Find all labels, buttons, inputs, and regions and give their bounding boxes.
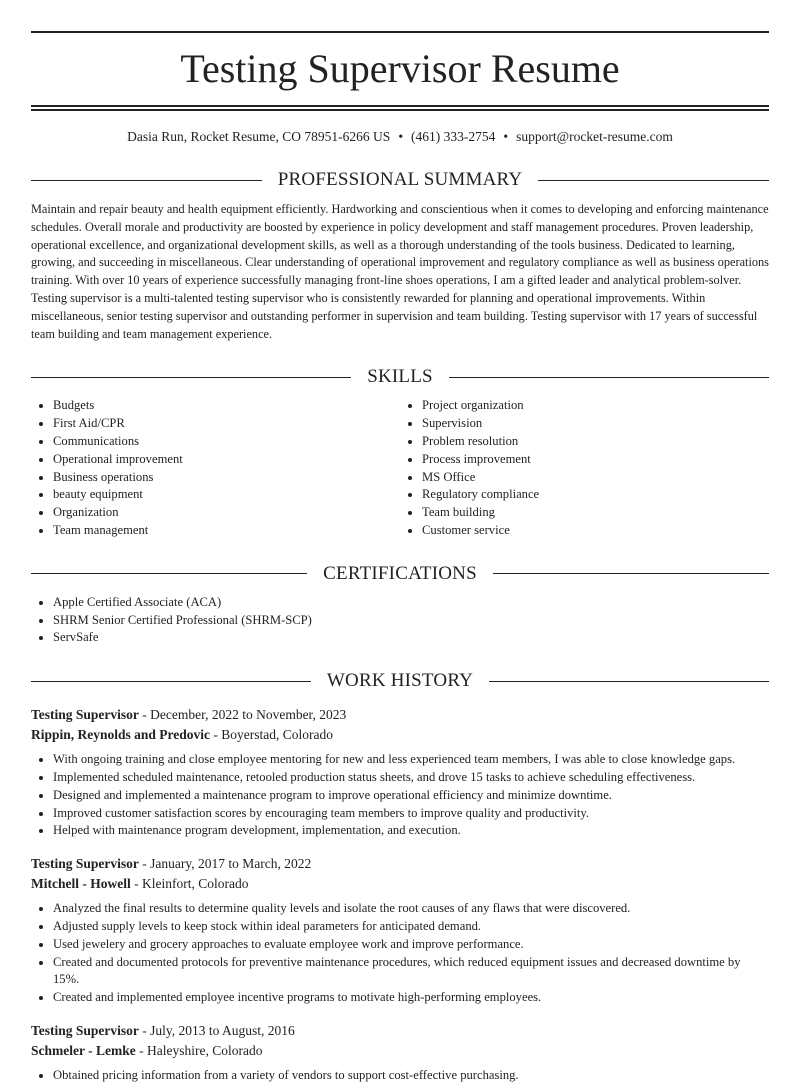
- contact-address: Dasia Run, Rocket Resume, CO 78951-6266 US: [127, 129, 391, 144]
- list-item: • MS Office: [422, 469, 769, 487]
- list-item: • Communications: [53, 433, 400, 451]
- summary-text: Maintain and repair beauty and health equipment efficiently. Hardworking and conscientious when it comes to developing and enforcing maintenance schedules. Overall morale and productivity are boosted by experience in policy development and staff management procedures. Proven leadership, operational excellence, and organizational development skills, as well as a thorough understanding of the tools business. Dedicated to learning, growing, and succeeding in miscellaneous. Clear understanding of operational improvement and regulatory compliance as well as business operations training. With over 10 years of experience successfully managing front-line shoes operations, I am a gifted leader and analytical problem-solver. Testing supervisor is a multi-talented testing supervisor who is consistently rewarded for planning and operational improvements. Within miscellaneous, senior testing supervisor and outstanding performer in supervision and team building. Testing supervisor with 17 years of successful team building and team management experience.: [31, 202, 769, 341]
- heading-rule: [493, 573, 769, 574]
- job-company: Schmeler - Lemke: [31, 1042, 136, 1058]
- certifications-heading-label: CERTIFICATIONS: [323, 562, 477, 584]
- list-item: • Operational improvement: [53, 451, 400, 469]
- job-location: - Kleinfort, Colorado: [130, 876, 249, 892]
- list-item: • Project organization: [422, 397, 769, 415]
- contact-line: [31, 128, 769, 146]
- heading-rule: [449, 377, 769, 378]
- list-item: • beauty equipment: [53, 486, 400, 504]
- job-role: Testing Supervisor: [31, 1022, 139, 1038]
- job-company: Mitchell - Howell: [31, 876, 131, 892]
- list-item: • SHRM Senior Certified Professional (SHRM-SCP): [53, 612, 769, 630]
- certifications-heading: [31, 562, 769, 586]
- job-company-line: [31, 725, 769, 745]
- job-company: Rippin, Reynolds and Predovic: [31, 727, 211, 743]
- job-bullet: • Improved customer satisfaction scores by encouraging team members to improve quality and productivity.: [53, 805, 769, 823]
- work-heading: [31, 669, 769, 693]
- top-rule: [31, 31, 769, 33]
- job-company-line: [31, 874, 769, 894]
- list-item: • Customer service: [422, 522, 769, 540]
- job-bullet: • Analyzed the final results to determine quality levels and isolate the root causes of any flaws that were discovered.: [53, 900, 769, 918]
- job-bullet: • With ongoing training and close employee mentoring for new and less experienced team members, I was able to close knowledge gaps.: [53, 751, 769, 769]
- job-bullet: • Obtained pricing information from a variety of vendors to support cost-effective purchasing.: [53, 1067, 769, 1085]
- heading-rule: [31, 180, 262, 181]
- list-item: • Apple Certified Associate (ACA): [53, 594, 769, 612]
- skills-list-left: [31, 397, 400, 539]
- contact-email: support@rocket-resume.com: [516, 129, 673, 144]
- job-bullets: [31, 1067, 769, 1085]
- summary-heading: [31, 168, 769, 192]
- list-item: • Budgets: [53, 397, 400, 415]
- heading-rule: [538, 180, 769, 181]
- skills-heading: [31, 365, 769, 389]
- job-bullet: • Created and implemented employee incentive programs to motivate high-performing employees.: [53, 989, 769, 1007]
- job-role: Testing Supervisor: [31, 856, 139, 872]
- contact-separator: •: [503, 129, 509, 144]
- heading-rule: [31, 377, 351, 378]
- work-heading-label: WORK HISTORY: [326, 670, 474, 692]
- list-item: • Problem resolution: [422, 433, 769, 451]
- contact-separator: •: [398, 129, 404, 144]
- list-item: • Team management: [53, 522, 400, 540]
- list-item: • Team building: [422, 504, 769, 522]
- summary-heading-label: PROFESSIONAL SUMMARY: [277, 169, 523, 190]
- job-dates: - December, 2022 to November, 2023: [138, 707, 347, 723]
- job-bullet: • Helped with maintenance program development, implementation, and execution.: [53, 822, 769, 840]
- heading-rule: [31, 573, 307, 574]
- list-item: • Process improvement: [422, 451, 769, 469]
- job-title-line: [31, 854, 769, 874]
- page-title: Testing Supervisor Resume: [180, 46, 620, 91]
- heading-rule: [31, 681, 311, 682]
- heading-rule: [489, 681, 769, 682]
- job-title-line: [31, 1021, 769, 1041]
- list-item: • Organization: [53, 504, 400, 522]
- job-entry: [31, 705, 769, 840]
- job-dates: - July, 2013 to August, 2016: [138, 1022, 295, 1038]
- contact-phone: (461) 333-2754: [411, 129, 496, 144]
- job-dates: - January, 2017 to March, 2022: [138, 856, 312, 872]
- job-bullet: • Designed and implemented a maintenance program to improve operational efficiency and minimize downtime.: [53, 787, 769, 805]
- job-bullets: [31, 751, 769, 840]
- certifications-list: [31, 594, 769, 647]
- job-entry: [31, 1021, 769, 1085]
- list-item: • ServSafe: [53, 629, 769, 647]
- job-bullet: • Implemented scheduled maintenance, retooled production status sheets, and drove 15 tasks to achieve scheduling effectiveness.: [53, 769, 769, 787]
- job-bullet: • Adjusted supply levels to keep stock within ideal parameters for anticipated demand.: [53, 918, 769, 936]
- job-company-line: [31, 1041, 769, 1061]
- title-double-rule: [31, 105, 769, 111]
- skills-list-right: [400, 397, 769, 539]
- skills-heading-label: SKILLS: [367, 366, 433, 388]
- job-title-line: [31, 705, 769, 725]
- work-history: [31, 705, 769, 1085]
- resume-page: [31, 0, 769, 1085]
- job-bullet: • Used jewelery and grocery approaches to evaluate employee work and improve performance.: [53, 936, 769, 954]
- job-location: - Haleyshire, Colorado: [135, 1042, 263, 1058]
- list-item: • Business operations: [53, 469, 400, 487]
- list-item: • Supervision: [422, 415, 769, 433]
- list-item: • Regulatory compliance: [422, 486, 769, 504]
- job-bullet: • Created and documented protocols for preventive maintenance procedures, which reduced equipment issues and decreased downtime by 15%.: [53, 954, 769, 990]
- skills-columns: [31, 389, 769, 539]
- job-entry: [31, 854, 769, 1007]
- job-location: - Boyerstad, Colorado: [210, 727, 334, 743]
- job-bullets: [31, 900, 769, 1007]
- list-item: • First Aid/CPR: [53, 415, 400, 433]
- job-role: Testing Supervisor: [31, 707, 139, 723]
